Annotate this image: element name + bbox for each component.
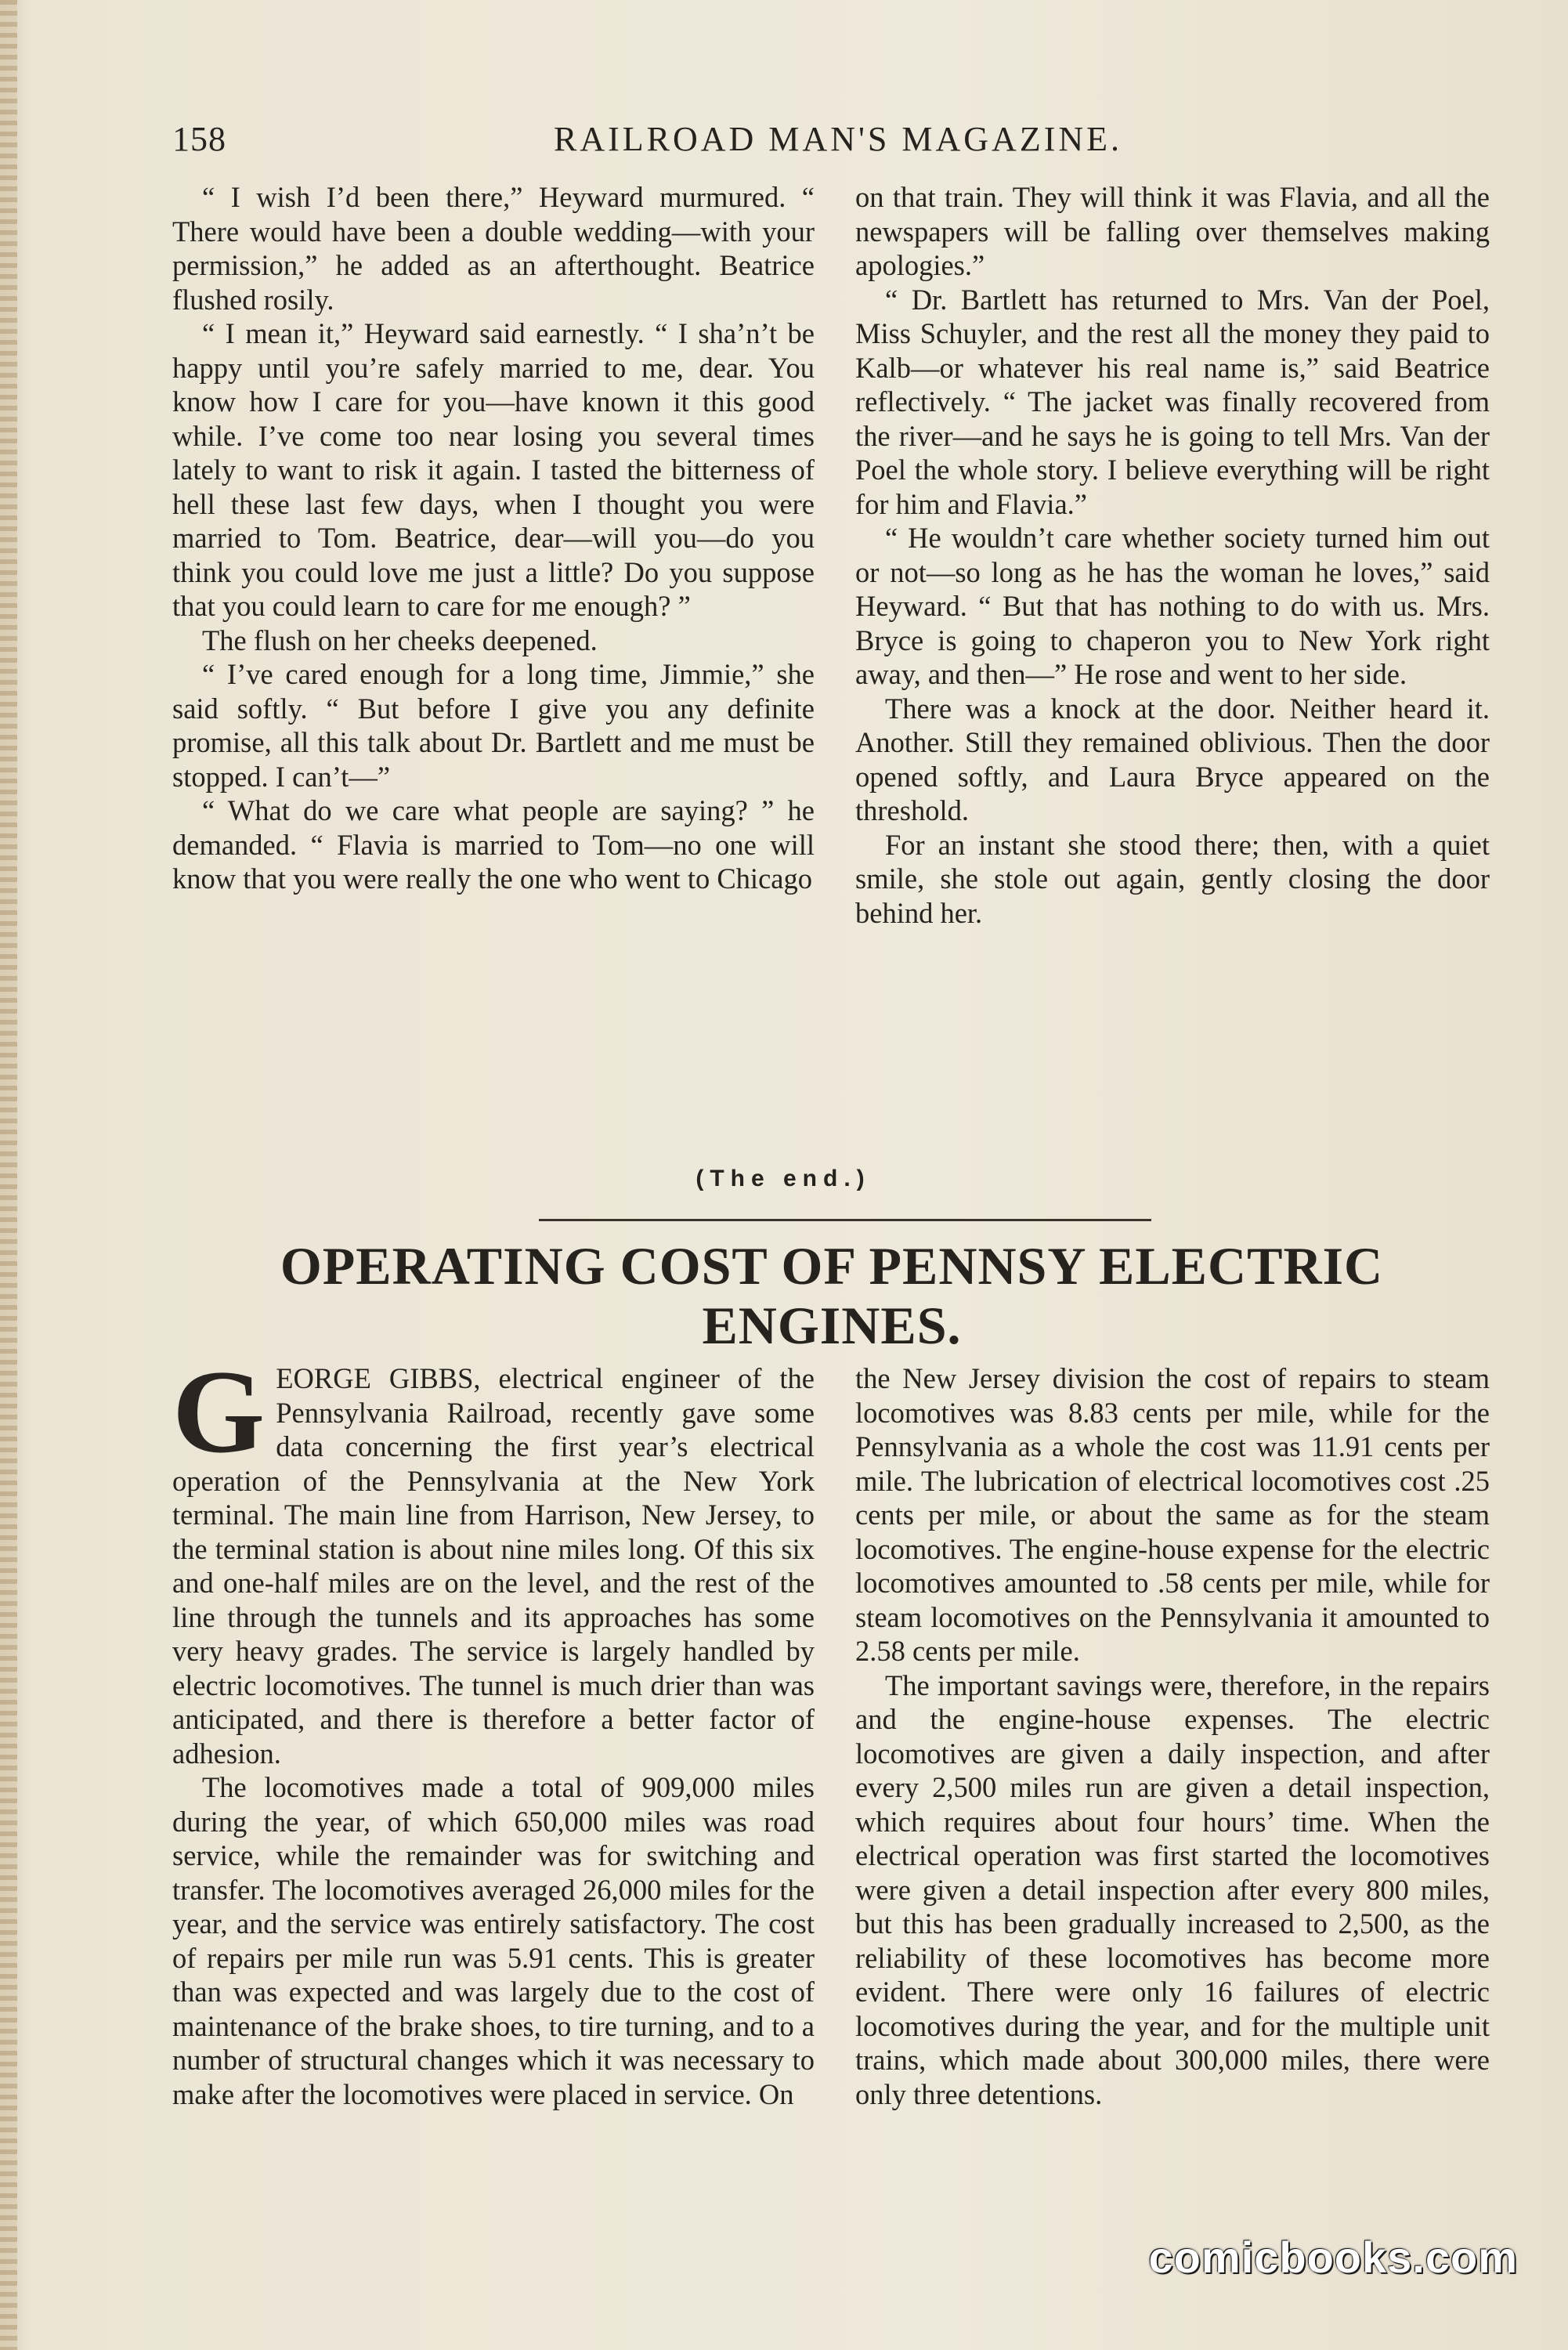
- story-paragraph: “ I wish I’d been there,” Heyward murmured. “ There would have been a double wedding—with your permission,” he added as an afterthought. Beatrice flushed rosily.: [172, 181, 815, 316]
- article-title-line: OPERATING COST OF PENNSY ELECTRIC: [280, 1236, 1384, 1296]
- page-number: 158: [172, 120, 226, 158]
- article-paragraph: [172, 1346, 815, 1770]
- story-column-left: [172, 180, 815, 896]
- article-paragraph: the New Jersey division the cost of repairs to steam locomotives was 8.83 cents per mile, while for the Pennsylvania as a whole the cost was 11.91 cents per mile. The lubrication of electrical locomotives cost .25 cents per mile, or about the same as for the steam locomotives. The engine-house expense for the electric locomotives amounted to .58 cents per mile, while for steam locomotives on the Pennsylvania it amounted to 2.58 cents per mile.: [855, 1362, 1490, 1667]
- article-paragraph-text: EORGE GIBBS, electrical engineer of the Pennsylvania Railroad, recently gave some data concerning the first year’s electrical operation of the Pennsylvania at the New York terminal. The main line from Harrison, New Jersey, to the terminal station is about nine miles long. Of this six and one-half miles are on the level, and the rest of the line through the tunnels and its approaches has some very heavy grades. The service is largely handled by electric locomotives. The tunnel is much drier than was anticipated, and there is therefore a better factor of adhesion.: [172, 1362, 815, 1770]
- story-paragraph: “ What do we care what people are saying? ” he demanded. “ Flavia is married to Tom—no one will know that you were really the one who went to Chicago: [172, 794, 815, 895]
- running-title: RAILROAD MAN'S MAGAZINE.: [553, 120, 1123, 158]
- story-column-right: [855, 180, 1490, 930]
- article-column-left: [172, 1346, 815, 2111]
- article-paragraph: The locomotives made a total of 909,000 miles during the year, of which 650,000 miles was road service, while the remainder was for switching and transfer. The locomotives averaged 26,000 miles for the year, and the service was entirely satisfactory. The cost of repairs per mile run was 5.91 cents. This is greater than was expected and was largely due to the cost of maintenance of the brake shoes, to tire turning, and to a number of structural changes which it was necessary to make after the locomotives were placed in service. On: [172, 1771, 815, 2110]
- story-paragraph: on that train. They will think it was Flavia, and all the newspapers will be falling over themselves making apologies.”: [855, 181, 1490, 281]
- watermark: comicbooks.com: [1148, 2232, 1518, 2282]
- the-end-marker: (The end.): [695, 1166, 871, 1191]
- story-paragraph: The flush on her cheeks deepened.: [202, 624, 598, 656]
- section-divider: [539, 1219, 1151, 1221]
- story-paragraph: For an instant she stood there; then, with a quiet smile, she stole out again, gently closing the door behind her.: [855, 828, 1490, 929]
- story-paragraph: “ I mean it,” Heyward said earnestly. “ I sha’n’t be happy until you’re safely married to me, dear. You know how I care for you—have known it this good while. I’ve come too near losing you several times lately to want to risk it again. I tasted the bitterness of hell these last few days, when I thought you were married to Tom. Beatrice, dear—will you—do you think you could love me just a little? Do you suppose that you could learn to care for me enough? ”: [172, 317, 815, 622]
- article-paragraph: The important savings were, therefore, in the repairs and the engine-house expenses. The electric locomotives are given a daily inspection, and after every 2,500 miles run are given a detail inspection, which requires about four hours’ time. When the electrical operation was first started the locomotives were given a detail inspection after every 800 miles, but this has been gradually increased to 2,500, as the reliability of these locomotives has become more evident. There were only 16 failures of electric locomotives during the year, and for the multiple unit trains, which made about 300,000 miles, there were only three detentions.: [855, 1668, 1490, 2110]
- page-header: [172, 119, 1504, 166]
- article-title-line: ENGINES.: [702, 1296, 962, 1355]
- article-column-right: [855, 1361, 1490, 2111]
- story-paragraph: “ I’ve cared enough for a long time, Jimmie,” she said softly. “ But before I give you any definite promise, all this talk about Dr. Bartlett and me must be stopped. I can’t—”: [172, 658, 815, 793]
- story-paragraph: There was a knock at the door. Neither heard it. Another. Still they remained oblivious. Then the door opened softly, and Laura Bryce appeared on the threshold.: [855, 692, 1490, 826]
- article-title: [172, 1236, 1491, 1355]
- binding-edge: [0, 0, 17, 2350]
- drop-cap: G: [172, 1346, 266, 1477]
- story-paragraph: “ He wouldn’t care whether society turned him out or not—so long as he has the woman he loves,” said Heyward. “ But that has nothing to do with us. Mrs. Bryce is going to chaperon you to New York right away, and then—” He rose and went to her side.: [855, 522, 1490, 690]
- story-paragraph: “ Dr. Bartlett has returned to Mrs. Van der Poel, Miss Schuyler, and the rest all the money they paid to Kalb—or whatever his real name is,” said Beatrice reflectively. “ The jacket was finally recovered from the river—and he says he is going to tell Mrs. Van der Poel the whole story. I believe everything will be right for him and Flavia.”: [855, 283, 1490, 520]
